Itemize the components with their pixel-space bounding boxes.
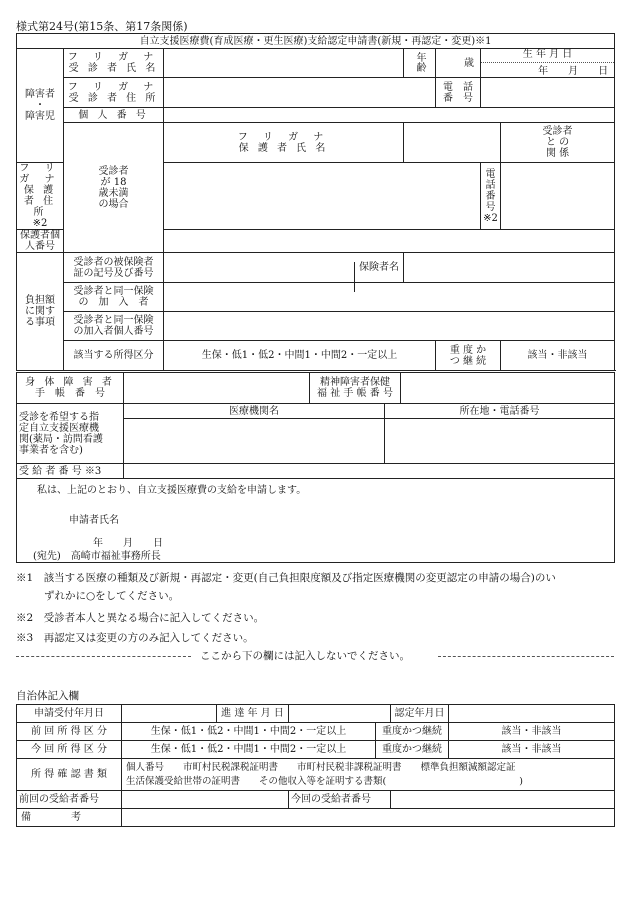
certified-date-label: 認定年月日 xyxy=(391,705,449,723)
prev-continuing: 重度かつ継続 xyxy=(376,723,449,741)
same-insurance-id-label: 受診者と同一保険 の加入者個人番号 xyxy=(64,312,164,341)
divider-text: ここから下の欄には記入しないでください。 xyxy=(200,650,410,662)
transmit-date-label: 進 達 年 月 日 xyxy=(217,705,289,723)
physical-disability-book-field[interactable] xyxy=(124,373,310,404)
declaration-text: 私は、上記のとおり、自立支援医療費の支給を申請します。 xyxy=(37,485,307,496)
institution-address-field[interactable] xyxy=(385,419,615,464)
income-docs-label: 所 得 確 認 書 類 xyxy=(17,759,122,791)
recipient-number-field[interactable] xyxy=(124,464,615,479)
patient-phone-field[interactable] xyxy=(481,78,615,108)
institution-address-header: 所在地・電話番号 xyxy=(385,404,615,419)
patient-id-label: 個 人 番 号 xyxy=(64,108,164,123)
patient-id-field[interactable] xyxy=(164,108,615,123)
patient-phone-label: 電 話 番 号 xyxy=(436,78,481,108)
same-insurance-id-field[interactable] xyxy=(164,312,615,341)
income-category-options[interactable]: 生保・低1・低2・中間1・中間2・一定以上 xyxy=(164,341,436,371)
curr-continuing: 重度かつ継続 xyxy=(376,741,449,759)
note-3: ※3 再認定又は変更の方のみ記入してください。 xyxy=(16,632,254,644)
curr-income-label: 今 回 所 得 区 分 xyxy=(17,741,122,759)
curr-applicable[interactable]: 該当・非該当 xyxy=(449,741,615,759)
received-date-label: 申請受付年月日 xyxy=(17,705,122,723)
same-insurance-label: 受診者と同一保険 の 加 入 者 xyxy=(64,283,164,312)
office-use-table xyxy=(16,704,615,827)
prev-recipient-label: 前回の受給者番号 xyxy=(17,791,122,809)
guardian-address-field[interactable] xyxy=(164,163,481,230)
patient-section-label: 障害者 ・ 障害児 xyxy=(17,49,64,163)
prev-recipient-field[interactable] xyxy=(122,791,289,809)
form-title: 自立支援医療費(育成医療・更生医療)支給認定申請書(新規・再認定・変更)※1 xyxy=(17,34,615,49)
guardian-phone-field[interactable] xyxy=(501,163,615,230)
note-1: ※1 該当する医療の種類及び新規・再認定・変更(自己負担限度額及び指定医療機関の変更認定の申請の場合)のい xyxy=(16,572,556,584)
income-docs-options[interactable]: 個人番号 市町村民税課税証明書 市町村民税非課税証明書 標準負担額減額認定証 生活保護受給世帯の証明書 その他収入等を証明する書類( ) xyxy=(122,759,615,791)
guardian-section-label: 受診者 が 18 歳未満 の場合 xyxy=(64,123,164,253)
mental-disability-book: 精神障害者保健 福 祉 手 帳 番 号 xyxy=(310,373,615,404)
income-category-label: 該当する所得区分 xyxy=(64,341,164,371)
insurer-label: 保険者名 xyxy=(354,262,399,292)
age-field[interactable]: 歳 xyxy=(436,49,481,78)
guardian-phone-label: 電 話 番 号 ※2 xyxy=(481,163,501,230)
declaration-block xyxy=(17,479,615,563)
recipient-number-label: 受 給 者 番 号 ※3 xyxy=(17,464,124,479)
physical-disability-book-label: 身 体 障 害 者 手 帳 番 号 xyxy=(17,373,124,404)
patient-address-field[interactable] xyxy=(164,78,436,108)
patient-name-field[interactable] xyxy=(164,49,404,78)
applicant-name-label: 申請者氏名 xyxy=(69,515,119,526)
continuing-label: 重 度 か つ 継 続 xyxy=(436,341,501,371)
relation-label: 受診者 と の 関 係 xyxy=(501,123,615,163)
prev-applicable[interactable]: 該当・非該当 xyxy=(449,723,615,741)
note-1-cont: ずれかに○をしてください。 xyxy=(44,590,180,602)
continuing-options[interactable]: 該当・非該当 xyxy=(501,341,615,371)
guardian-name-field[interactable] xyxy=(404,123,501,163)
note-2: ※2 受診者本人と異なる場合に記入してください。 xyxy=(16,612,265,624)
transmit-date-field[interactable] xyxy=(289,705,391,723)
institution-name-header: 医療機関名 xyxy=(124,404,385,419)
office-heading: 自治体記入欄 xyxy=(16,690,79,702)
patient-address-label: フ リ ガ ナ 受 診 者 住 所 xyxy=(64,78,164,108)
application-form-table xyxy=(16,33,615,371)
prev-income-options[interactable]: 生保・低1・低2・中間1・中間2・一定以上 xyxy=(122,723,376,741)
curr-recipient-field[interactable] xyxy=(391,791,615,809)
burden-section-label: 負担額 に関す る事項 xyxy=(17,253,64,371)
divider-left xyxy=(16,656,191,657)
dob-field[interactable]: 生 年 月 日 年 月 日 xyxy=(481,49,615,78)
curr-income-options[interactable]: 生保・低1・低2・中間1・中間2・一定以上 xyxy=(122,741,376,759)
certificate-table xyxy=(16,372,615,563)
certified-date-field[interactable] xyxy=(449,705,615,723)
insured-card-field[interactable] xyxy=(164,253,404,283)
form-reference: 様式第24号(第15条、第17条関係) xyxy=(16,20,188,33)
guardian-address-label: フ リ ガ ナ 保 護 者 住 所 ※2 xyxy=(17,163,64,230)
guardian-id-field[interactable] xyxy=(164,230,615,253)
application-date: 年 月 日 xyxy=(93,538,163,549)
addressee: (宛先) 高崎市福祉事務所長 xyxy=(33,551,161,562)
age-label: 年齢 xyxy=(404,49,436,78)
divider-right xyxy=(438,656,614,657)
received-date-field[interactable] xyxy=(122,705,217,723)
remarks-field[interactable] xyxy=(122,809,615,827)
prev-income-label: 前 回 所 得 区 分 xyxy=(17,723,122,741)
insured-card-label: 受診者の被保険者 証の記号及び番号 xyxy=(64,253,164,283)
guardian-name-label: フ リ ガ ナ 保 護 者 氏 名 xyxy=(164,123,404,163)
patient-name-label: フ リ ガ ナ 受 診 者 氏 名 xyxy=(64,49,164,78)
guardian-id-label: 保護者個人番号 xyxy=(17,230,64,253)
remarks-label: 備 考 xyxy=(17,809,122,827)
institution-name-field[interactable] xyxy=(124,419,385,464)
curr-recipient-label: 今回の受給者番号 xyxy=(289,791,391,809)
insurer-field[interactable] xyxy=(404,253,615,283)
institution-label: 受診を希望する指 定自立支援医療機 関(薬局・訪問看護 事業者を含む) xyxy=(17,404,124,464)
